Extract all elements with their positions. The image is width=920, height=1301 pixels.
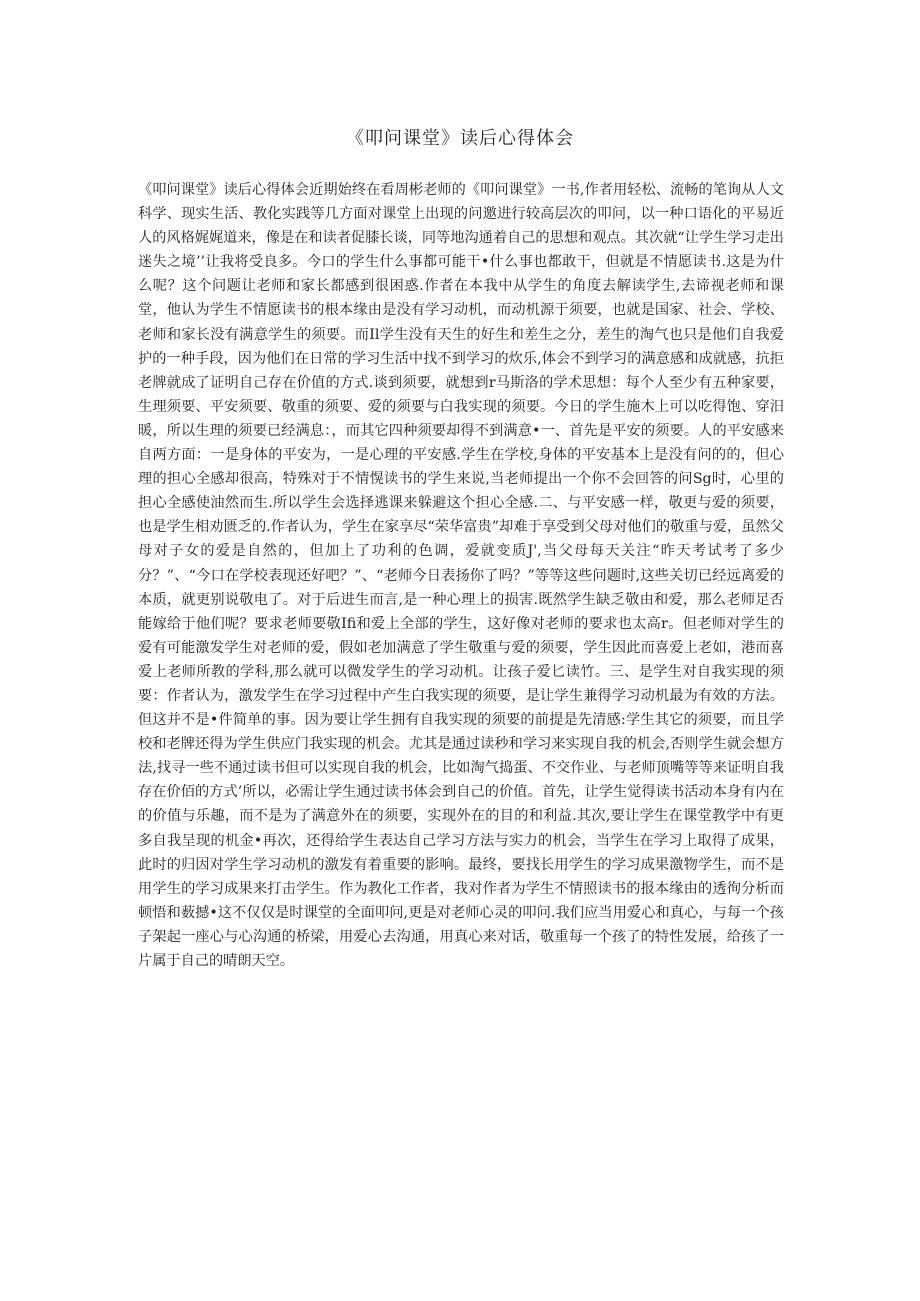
document-body-paragraph: 《叩问课堂》读后心得体会近期始终在看周彬老师的《叩问课堂》一书,作者用轻松、流畅的笔询从人文科学、现实生活、教化实践等几方面对课堂上出现的问邀进行较高层次的叩问，以一种口语化的平易近人的风格娓娓道来，像是在和读者促膝长谈，同等地沟通着自己的思想和观点。其次就“让学生学习走出迷失之境’’让我将受良多。今口的学生什么事都可能干•什么事也都敢干，但就是不情愿读书.这是为什么呢？这个问题让老师和家长都感到很困惑.作者在本我中从学生的角度去解读学生,去谛视老师和课堂，他认为学生不情愿读书的根本缘由是没有学习动机，而动机源于须要，也就是国家、社会、学校、老师和家长没有满意学生的须要。而Il学生没有天生的好生和差生之分，差生的淘气也只是他们自我爱护的一种手段，因为他们在日常的学习生活中找不到学习的炊乐,体会不到学习的满意感和成就感，抗拒老牌就成了证明自己存在价值的方式.谈到须要，就想到r马斯洛的学术思想：每个人至少有五种家要，生理须要、平安须要、敬重的须要、爱的须要与白我实现的须要。今日的学生施木上可以吃得饱、穿汨暖，所以生理的须要已经满息：，而其它四种须要却得不到满意•一、首先是平安的须要。人的平安感来自两方面：一是身体的平安为，一是心理的平安感.学生在学校,身体的平安基本上是没有问的的，但心理的担心全感却很高，特殊对于不情愰读书的学生来说,当老师提出一个你不会回答的问Sg时，心里的担心全感使油然而生.所以学生会选择逃课来躲避这个担心全感.二、与平安感一样，敬更与爱的须要，也是学生相劝匮乏的.作者认为，学生在家享尽“荣华富贵”却难于享受到父母对他们的敬重与爱，虽然父母对子女的爱是自然的，但加上了功利的色调，爱就变质J',当父母每天关注“昨天考试考了多少分？”、“今口在学校表现还好吧？”、“老师今日表扬你了吗？”等等这些问题时,这些关切已经远离爱的本质，就更别说敬电了。对于后进生而言,是一种心理上的损害.既然学生缺乏敬由和爱，那么老师足否能嫁给于他们呢？要求老师要敬Ifi和爱上全部的学生，这好像对老师的要求也太高r。但老师对学生的爱有可能激发学生对老师的爱，假如老加满意了学生敬重与爱的须要，学生因此而喜爱上老如，港而喜爱上老师所教的学科,那么就可以微发学生的学习动机。让孩子爱匕读竹。三、是学生对自我实现的须要：作者认为，激发学生在学习过程中产生白我实现的须要，是让学生兼得学习动机最为有效的方法。但这并不是•件简单的事。因为要让学生拥有自我实现的须要的前提是先清感:学生其它的须要，而且学校和老牌还得为学生供应门我实现的机会。尤其是通过读秒和学习来实现自我的机会,否则学生就会想方法,找寻一些不通过读书但可以实现自我的机会，比如淘气捣蛋、不交作业、与老师顶嘴等等来证明自我存在价佰的方式’所以，必需让学生通过读书体会到自己的价值。首先，让学生觉得读书活动本身有内在的价值与乐趣，而不是为了满意外在的须要，实现外在的目的和利益.其次,要让学生在课堂教学中有更多自我呈现的机金•再次，还得给学生表达自己学习方法与实力的机会，当学生在学习上取得了成果，此时的归因对学生学习动机的激发有着重要的影响。最终，要找长用学生的学习成果激物学生，而不是用学生的学习成果来打击学生。作为教化工作者，我对作者为学生不情照读书的报本缘由的透徇分析而顿悟和薮撼•这不仅仅是时课堂的全面叩问,更是对老师心灵的叩问.我们应当用爱心和真心，与每一个孩子架起一座心与心沟通的桥梁，用爱心去沟通，用真心来对话，敬重每一个孩了的特性发展，给孩了一片属于自己的晴朗天空。	[138, 182, 784, 969]
document-title: 《叩问课堂》读后心得体会	[346, 128, 574, 149]
